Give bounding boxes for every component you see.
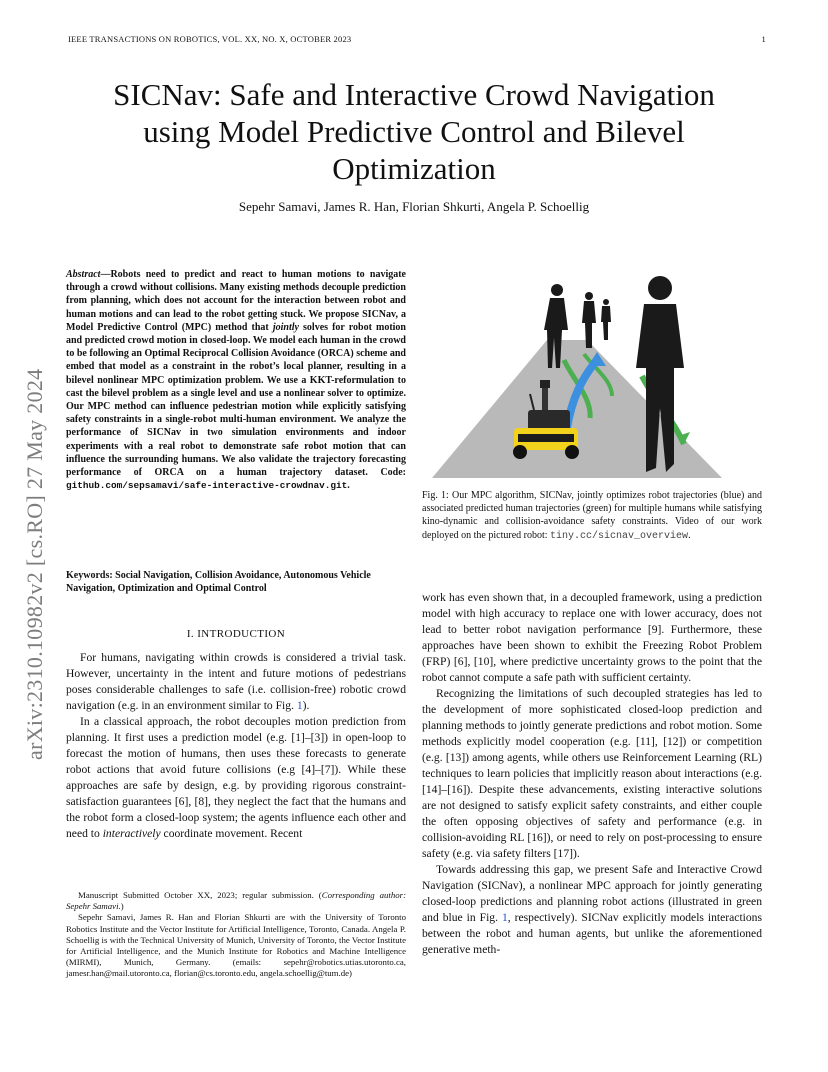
arxiv-identifier: arXiv:2310.10982v2 [cs.RO] 27 May 2024 [22,368,47,760]
abstract-label: Abstract [66,269,101,280]
figure-1-illustration [422,268,764,488]
abstract-text-b: solves for robot motion and predicted crowd motion in closed-loop. We model each human in the crowd to be following an Optimal Reciprocal Collision Avoidance (ORCA) scheme and embed that model as a constraint in the robot’s local planner, resulting in a bilevel nonlinear MPC optimization problem. We use a KKT-reformulation to cast the bilevel problem as a single level and use a nonlinear solver to optimize. Our MPC method can influence pedestrian motion while explicitly satisfying safety constraints in a single-robot multi-human environment. We analyze the performance of SICNav in two simulation environments and indoor experiments with a real robot to demonstrate safe robot motion that can influence the surrounding humans. We also validate the trajectory forecasting performance of ORCA on a human trajectory dataset. Code: [66,321,406,479]
abstract [66,268,406,492]
abstract-end: . [347,480,350,492]
footnote-submission [66,890,406,912]
crowd-navigation-scene [422,268,764,488]
text-span: Towards addressing this gap, we present Safe and Interactive Crowd Navigation (SICNav), a nonlinear MPC approach for jointly generating closed-loop predictions and planning robot actions (illustrated in green and blue in Fig. [422,863,762,924]
keywords: Keywords: Social Navigation, Collision Avoidance, Autonomous Vehicle Navigation, Optimization and Optimal Control [66,570,371,594]
text-span: ) [120,901,124,912]
author-list: Sepehr Samavi, James R. Han, Florian Shkurti, Angela P. Schoellig [238,199,590,214]
text-span: In a classical approach, the robot decouples motion prediction from planning. It first uses a prediction model (e.g. [1]–[3]) in open-loop to forecast the motion of humans, then uses these forecasts to generate robot actions that avoid future collisions (e.g [4]–[7]). While these approaches are safe by design, e.g. by providing rigorous constraint-satisfaction guarantees [6], [8], they neglect the fact that the humans and the robot form a closed-loop system; the agents influence each other and need to [66,715,406,840]
caption-end: . [688,529,691,541]
abstract-text-a: —Robots need to predict and react to human motions to navigate through a crowd without collisions. Many existing methods decouple prediction from planning, which does not account for the interaction between robot and human motions and can lead to the robot getting stuck. We propose SICNav, a Model Predictive Control (MPC) method that [66,269,406,333]
figure-1-caption [422,489,762,543]
section-heading-introduction: I. INTRODUCTION [186,628,286,640]
figure-ref-link[interactable]: 1 [501,911,508,924]
emphasis-text: interactively [102,827,161,840]
corresponding-author: Corresponding author: Sepehr Samavi. [66,890,406,912]
intro-paragraph-3: work has even shown that, in a decoupled framework, using a prediction model with high accuracy to replace one with lower accuracy, does not lead to better robot navigation performance [9]. Furthermore, these approaches have been shown to exhibit the Freezing Robot Problem (FRP) [6], [10], where predictive uncertainty grows to the point that the robot cannot compute a safe path with sufficient certainty. [422,591,762,684]
footnote-affiliations: Sepehr Samavi, James R. Han and Florian Shkurti are with the University of Toronto Robotics Institute and the Vector Institute for Artificial Intelligence, Toronto, Canada. Angela P. Schoellig is with the Technical University of Munich, University of Toronto, the Vector Institute for Artificial Intelligence, and the Munich Institute for Robotics and Machine Intelligence (MIRMI), Munich, Germany. (emails: sepehr@robotics.utias.utoronto.ca, jamesr.han@mail.utoronto.ca, florian@cs.toronto.edu, angela.schoellig@tum.de) [66,912,406,979]
footnote [66,890,406,980]
journal-name: IEEE TRANSACTIONS ON ROBOTICS, VOL. XX, NO. X, OCTOBER 2023 [68,34,352,44]
intro-paragraph-2 [66,714,406,842]
text-span: coordinate movement. Recent [160,827,303,840]
title-line-2: using Model Predictive Control and Bilevel [143,114,685,149]
abstract-emphasis: jointly [272,321,299,333]
text-span: ). [302,699,310,712]
code-link[interactable]: github.com/sepsamavi/safe-interactive-crowdnav.git [66,480,348,492]
text-span: Manuscript Submitted October XX, 2023; regular submission. ( [78,890,322,900]
figure-ref-link[interactable]: 1 [296,699,303,712]
title-line-3: Optimization [332,151,496,186]
running-header [68,34,766,44]
left-column-text [66,650,406,842]
title-line-1: SICNav: Safe and Interactive Crowd Navigation [113,77,715,112]
text-span: For humans, navigating within crowds is considered a trivial task. However, uncertainty in the intent and future motions of pedestrians poses considerable challenges to safe (i.e. collision-free) robotic crowd navigation (e.g. in an environment similar to Fig. [66,651,406,712]
text-span: , respectively). SICNav explicitly models interactions between the robot and human agents, but unlike the aforementioned generative meth- [422,911,762,956]
intro-paragraph-1 [66,650,406,714]
intro-paragraph-4: Recognizing the limitations of such decoupled strategies has led to the development of more sophisticated closed-loop prediction and planning methods to jointly generate predictions and robot motion. Some methods explicitly model cooperation (e.g. [11], [12]) or competition (e.g. [13]) among agents, while others use Reinforcement Learning (RL) techniques to learn policies that implicitly reason about interactions (e.g. [14]–[16]). Despite these advancements, existing interactive solutions are not designed to satisfy explicit safety constraints, and either couple the often opposing objectives of safety and performance (e.g. in collision-avoiding RL [16]), or need to rely on post-processing to ensure safety (e.g. via safety filters [17]). [422,687,762,860]
video-link[interactable]: tiny.cc/sicnav_overview [550,530,689,542]
caption-text: Fig. 1: Our MPC algorithm, SICNav, jointly optimizes robot trajectories (blue) and associated predicted human trajectories (green) for multiple humans while satisfying kino-dynamic and collision-avoidance safety constraints. Video of our work deployed on the pictured robot: [422,490,762,541]
page-number: 1 [761,34,766,44]
right-column-text [422,590,762,958]
intro-paragraph-5 [422,862,762,958]
paper-title [60,76,768,187]
